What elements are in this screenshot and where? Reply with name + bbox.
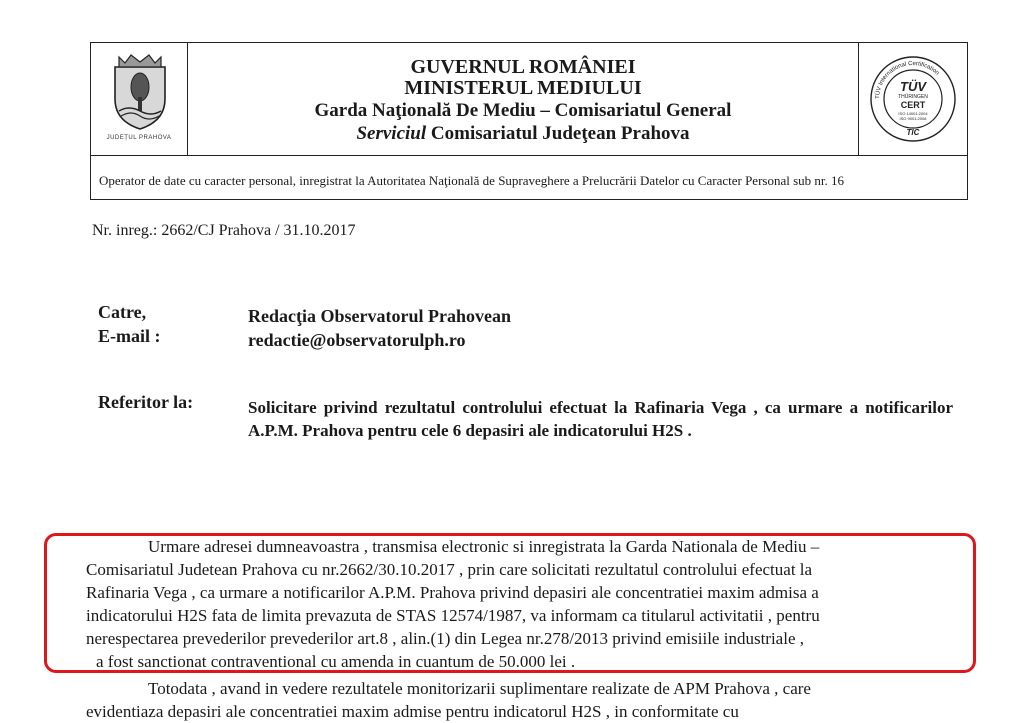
following-paragraph	[86, 677, 966, 723]
cert-brand: TÜV	[900, 79, 926, 94]
agency-title: Garda Naţională De Mediu – Comisariatul General	[314, 100, 732, 121]
body-line: Rafinaria Vega , ca urmare a notificarilor A.P.M. Prahova privind depasiri ale concentratiei maxim admisa a	[86, 583, 819, 602]
body-line: Totodata , avand in vedere rezultatele monitorizarii suplimentare realizate de APM Prahova , care	[148, 679, 811, 698]
tuv-certification-logo	[869, 55, 957, 143]
service-label: Serviciul	[356, 123, 427, 144]
body-line: evidentiaza depasiri ale concentratiei maxim admise pentru indicatorul H2S , in conformitate cu	[86, 702, 739, 721]
crest-caption: JUDEȚUL PRAHOVA	[106, 135, 172, 141]
email-label: E-mail :	[98, 326, 161, 346]
body-line: a fost sanctionat contraventional cu amenda in cuantum de 50.000 lei .	[96, 652, 576, 671]
service-title	[187, 122, 859, 145]
cert-ring-text: TÜV International Certification	[874, 60, 940, 100]
body-line: Comisariatul Judetean Prahova cu nr.2662/30.10.2017 , prin care solicitati rezultatul controlului efectuat la	[86, 560, 813, 579]
catre-label: Catre,	[98, 302, 147, 322]
header-divider	[91, 155, 967, 156]
body-line: nerespectarea prevederilor prevederilor art.8 , alin.(1) din Legea nr.278/2013 privind emisiile industriale ,	[86, 629, 804, 648]
letterhead	[90, 42, 968, 200]
commissariat-name: Comisariatul Judeţean Prahova	[430, 123, 690, 144]
recipient-email[interactable]: redactie@observatorulph.ro	[248, 330, 466, 350]
registration-number: Nr. inreg.: 2662/CJ Prahova / 31.10.2017	[92, 222, 356, 239]
cert-iso-1: ISO 14001:2004	[898, 111, 928, 116]
recipient-name: Redacţia Observatorul Prahovean	[248, 306, 511, 326]
reference-subject: Solicitare privind rezultatul controlului efectuat la Rafinaria Vega , ca urmare a notificarilor A.P.M. Prahova pentru cele 6 depasiri ale indicatorului H2S .	[248, 398, 953, 440]
red-highlight-frame	[44, 533, 976, 673]
body-line: indicatorului H2S fata de limita prevazuta de STAS 12574/1987, va informam ca titularul activitatii , pentru	[86, 606, 820, 625]
crest-cell	[91, 43, 188, 155]
header-titles	[187, 57, 859, 145]
government-title: GUVERNUL ROMÂNIEI	[410, 56, 636, 78]
ministry-title: MINISTERUL MEDIULUI	[404, 77, 642, 99]
cert-footer: TIC	[906, 128, 920, 137]
cert-iso-2: ISO 9001:2008	[899, 116, 927, 121]
prahova-crest-icon	[105, 53, 175, 133]
reference-label: Referitor la:	[98, 392, 194, 412]
cert-sub: THÜRINGEN	[898, 94, 928, 100]
cert-word: CERT	[900, 100, 926, 110]
operator-notice: Operator de date cu caracter personal, inregistrat la Autoritatea Naţională de Supraveghere a Prelucrării Datelor cu Caracter Personal sub nr. 16	[99, 173, 845, 188]
body-line: Urmare adresei dumneavoastra , transmisa electronic si inregistrata la Garda Nationala de Mediu –	[148, 537, 820, 556]
cert-cell	[858, 43, 967, 155]
